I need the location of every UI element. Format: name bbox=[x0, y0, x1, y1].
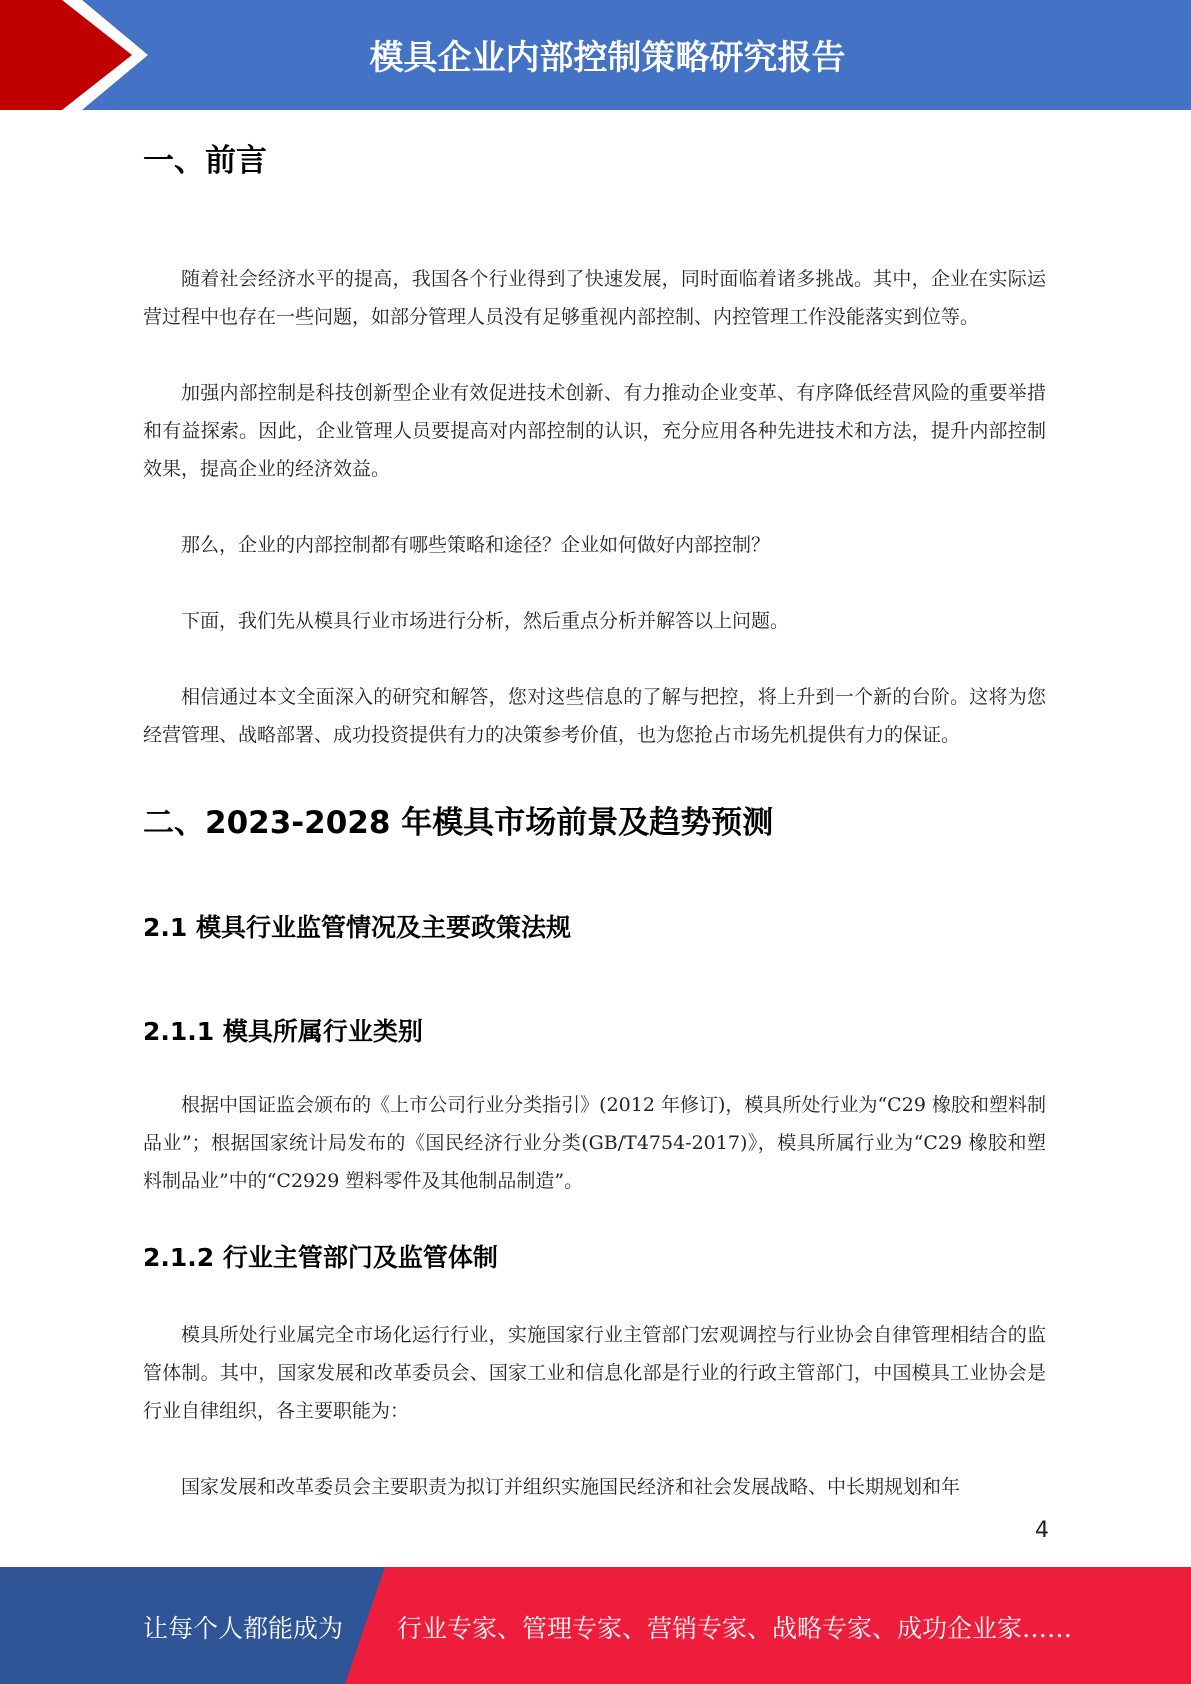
document-body bbox=[143, 140, 1046, 1506]
paragraph: 那么，企业的内部控制都有哪些策略和途径？企业如何做好内部控制？ bbox=[181, 534, 771, 556]
report-title: 模具企业内部控制策略研究报告 bbox=[369, 38, 846, 78]
paragraph: 国家发展和改革委员会主要职责为拟订并组织实施国民经济和社会发展战略、中长期规划和年 bbox=[181, 1476, 961, 1498]
page-header bbox=[0, 0, 1191, 110]
section-title-forecast: 二、2023-2028 年模具市场前景及趋势预测 bbox=[143, 805, 774, 841]
paragraph: 模具所处行业属完全市场化运行行业，实施国家行业主管部门宏观调控与行业协会自律管理相结合的监管体制。其中，国家发展和改革委员会、国家工业和信息化部是行业的行政主管部门，中国模具工业协会是行业自律组织，各主要职能为： bbox=[143, 1324, 1046, 1422]
paragraph: 加强内部控制是科技创新型企业有效促进技术创新、有力推动企业变革、有序降低经营风险的重要举措和有益探索。因此，企业管理人员要提高对内部控制的认识，充分应用各种先进技术和方法，提升内部控制效果，提高企业的经济效益。 bbox=[143, 382, 1046, 480]
page-number: 4 bbox=[1035, 1518, 1049, 1543]
section-title-preface: 一、前言 bbox=[143, 143, 267, 179]
footer-slogan-right: 行业专家、管理专家、营销专家、战略专家、成功企业家…… bbox=[397, 1614, 1073, 1643]
paragraph: 随着社会经济水平的提高，我国各个行业得到了快速发展，同时面临着诸多挑战。其中，企业在实际运营过程中也存在一些问题，如部分管理人员没有足够重视内部控制、内控管理工作没能落实到位等。 bbox=[143, 268, 1046, 328]
subsection-title-2-1: 2.1 模具行业监管情况及主要政策法规 bbox=[143, 913, 571, 942]
paragraph: 下面，我们先从模具行业市场进行分析，然后重点分析并解答以上问题。 bbox=[181, 610, 790, 632]
subsection-title-2-1-2: 2.1.2 行业主管部门及监管体制 bbox=[143, 1243, 498, 1272]
subsection-title-2-1-1: 2.1.1 模具所属行业类别 bbox=[143, 1017, 423, 1046]
footer-slogan-left: 让每个人都能成为 bbox=[143, 1614, 344, 1643]
paragraph: 根据中国证监会颁布的《上市公司行业分类指引》(2012 年修订)，模具所处行业为“C29 橡胶和塑料制品业”；根据国家统计局发布的《国民经济行业分类(GB/T4754-2017)》，模具所属行业为“C29 橡胶和塑料制品业”中的“C2929 塑料零件及其他制品制造”。 bbox=[143, 1094, 1046, 1192]
paragraph: 相信通过本文全面深入的研究和解答，您对这些信息的了解与把控，将上升到一个新的台阶。这将为您经营管理、战略部署、成功投资提供有力的决策参考价值，也为您抢占市场先机提供有力的保证。 bbox=[143, 686, 1046, 746]
page-footer bbox=[0, 1567, 1191, 1684]
